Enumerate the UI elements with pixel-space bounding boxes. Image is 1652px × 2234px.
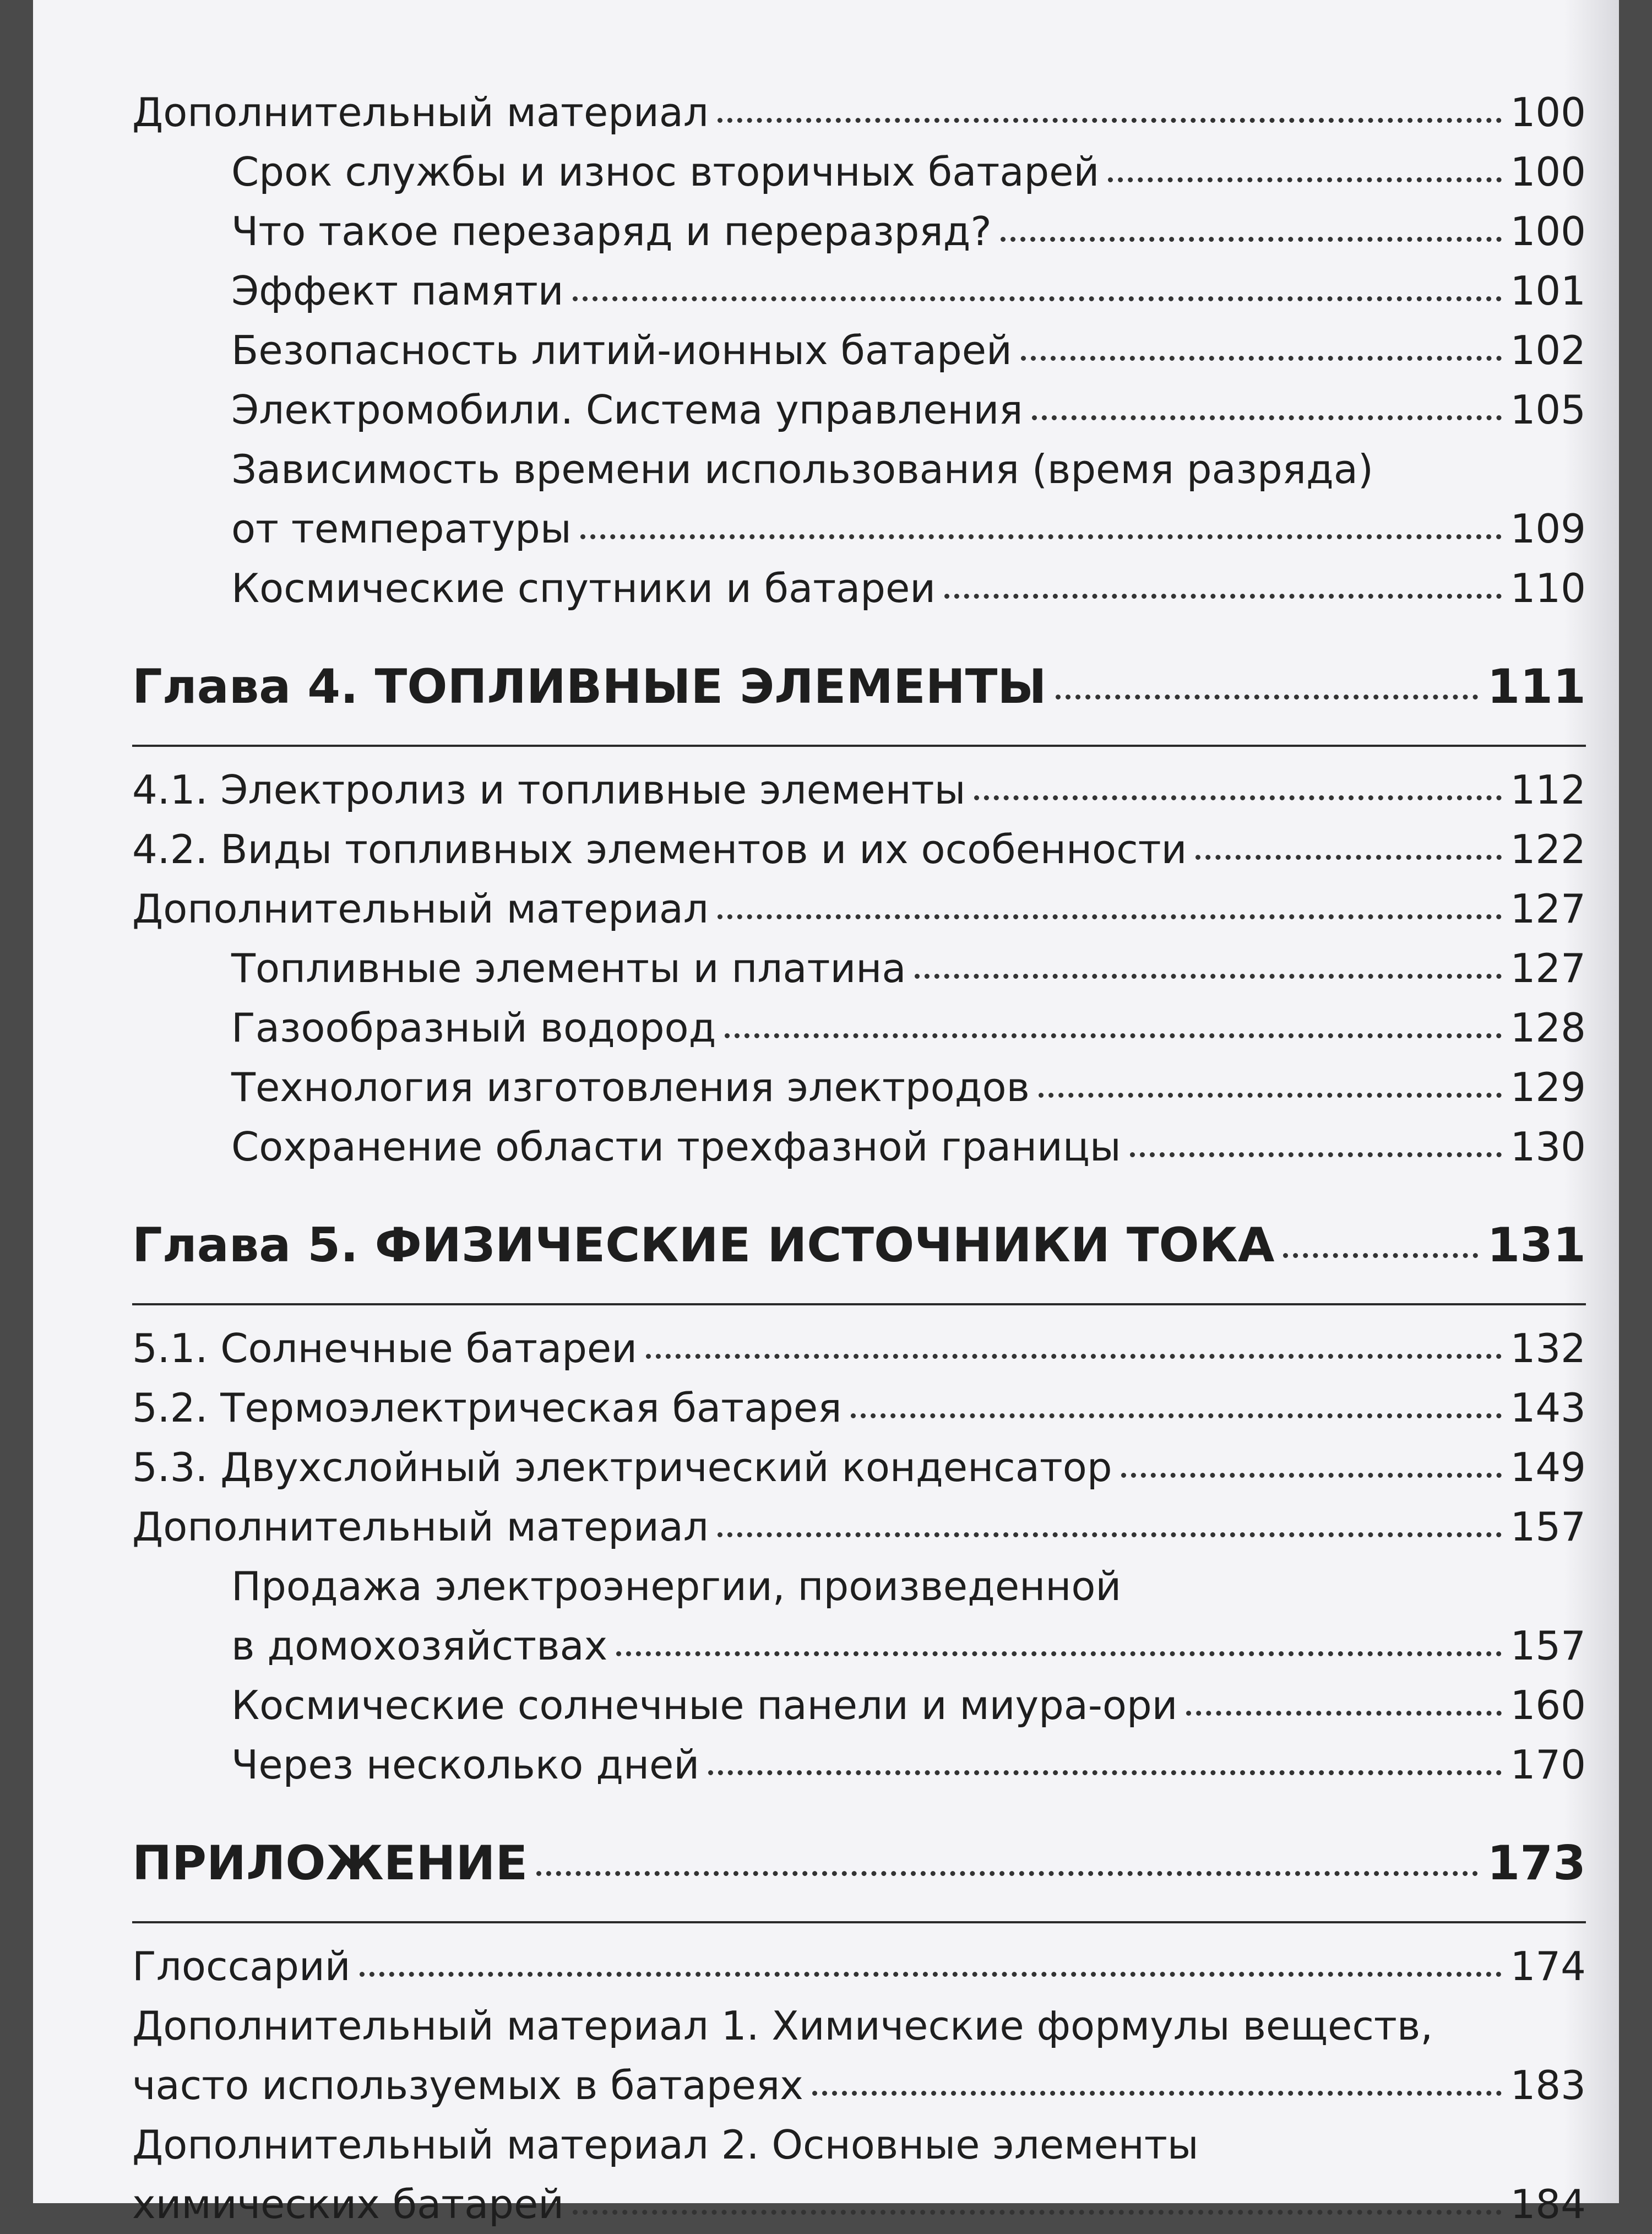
- toc-entry-title: Сохранение области трехфазной границы: [231, 1124, 1121, 1170]
- leader-dots: [718, 115, 1502, 123]
- toc-entry: [132, 1319, 1586, 1378]
- leader-dots: [974, 792, 1501, 800]
- toc-page-number: 102: [1510, 327, 1586, 373]
- leader-dots: [1186, 1707, 1501, 1716]
- toc-entry: [132, 2056, 1586, 2115]
- toc-page-number: 130: [1510, 1124, 1586, 1170]
- toc-entry: [132, 820, 1586, 879]
- toc-entry: [132, 1676, 1586, 1735]
- table-of-contents: [132, 83, 1586, 2234]
- toc-entry-title: Срок службы и износ вторичных батарей: [231, 149, 1100, 195]
- toc-entry-title: Эффект памяти: [231, 268, 564, 314]
- chapter-rule: [132, 1303, 1586, 1305]
- toc-entry: [132, 1058, 1586, 1117]
- leader-dots: [573, 2206, 1501, 2215]
- leader-dots: [1283, 1250, 1478, 1258]
- chapter-title: Глава 4. ТОПЛИВНЫЕ ЭЛЕМЕНТЫ: [132, 659, 1047, 714]
- toc-entry-title: Космические спутники и батареи: [231, 565, 936, 611]
- toc-page-number: 127: [1510, 945, 1586, 991]
- toc-entry-title: 5.1. Солнечные батареи: [132, 1325, 638, 1371]
- toc-entry-title: 4.1. Электролиз и топливные элементы: [132, 767, 966, 813]
- toc-page-number: 157: [1510, 1623, 1586, 1669]
- leader-dots: [1001, 234, 1502, 242]
- toc-page-number: 184: [1510, 2181, 1586, 2227]
- toc-entry-title: Электромобили. Система управления: [231, 387, 1023, 433]
- toc-entry-title: Через несколько дней: [231, 1742, 700, 1788]
- leader-dots: [536, 1868, 1478, 1876]
- toc-page-number: 101: [1510, 268, 1586, 314]
- toc-entry-title-line1: Дополнительный материал 2. Основные элементы: [132, 2122, 1199, 2168]
- leader-dots: [812, 2087, 1502, 2096]
- toc-entry: [132, 2175, 1586, 2234]
- toc-entry-title: Дополнительный материал: [132, 1504, 709, 1550]
- toc-entry-title-line1: Дополнительный материал 1. Химические формулы веществ,: [132, 2003, 1433, 2049]
- leader-dots: [944, 590, 1502, 599]
- leader-dots: [1195, 852, 1501, 860]
- toc-entry: [132, 879, 1586, 939]
- toc-page-number: 157: [1510, 1504, 1586, 1550]
- toc-entry: [132, 321, 1586, 380]
- appendix-title: ПРИЛОЖЕНИЕ: [132, 1836, 528, 1891]
- toc-page-number: 183: [1510, 2062, 1586, 2108]
- chapter-heading: [132, 651, 1586, 723]
- leader-dots: [708, 1767, 1501, 1775]
- toc-entry-title: Что такое перезаряд и переразряд?: [231, 208, 992, 254]
- toc-entry-title: 5.3. Двухслойный электрический конденсатор: [132, 1444, 1112, 1490]
- toc-entry-title-line2: в домохозяйствах: [231, 1623, 608, 1669]
- toc-entry-title: Космические солнечные панели и миура-ори: [231, 1682, 1178, 1728]
- leader-dots: [718, 911, 1502, 919]
- toc-entry: [132, 998, 1586, 1058]
- toc-entry-title: Безопасность литий-ионных батарей: [231, 327, 1012, 373]
- appendix-heading: [132, 1828, 1586, 1899]
- chapter-title: Глава 5. ФИЗИЧЕСКИЕ ИСТОЧНИКИ ТОКА: [132, 1218, 1275, 1273]
- toc-page-number: 109: [1510, 506, 1586, 552]
- appendix-page-number: 173: [1487, 1836, 1586, 1891]
- leader-dots: [646, 1351, 1502, 1359]
- chapter-page-number: 111: [1487, 659, 1586, 714]
- leader-dots: [616, 1648, 1501, 1656]
- leader-dots: [725, 1030, 1501, 1038]
- leader-dots: [1021, 353, 1502, 361]
- toc-entry-title: 5.2. Термоэлектрическая батарея: [132, 1385, 842, 1431]
- toc-page-number: 160: [1510, 1682, 1586, 1728]
- toc-entry: [132, 1497, 1586, 1557]
- toc-page-number: 149: [1510, 1444, 1586, 1490]
- toc-entry: [132, 499, 1586, 558]
- toc-entry-title-line2: от температуры: [231, 506, 572, 552]
- chapter-heading: [132, 1210, 1586, 1281]
- toc-entry-title: Глоссарий: [132, 1943, 351, 1989]
- leader-dots: [1121, 1470, 1502, 1478]
- book-page: [33, 0, 1619, 2227]
- toc-page-number: 174: [1510, 1943, 1586, 1989]
- toc-entry-title: 4.2. Виды топливных элементов и их особенности: [132, 826, 1187, 872]
- toc-entry-title-line1: Зависимость времени использования (время разряда): [231, 446, 1373, 492]
- leader-dots: [718, 1529, 1502, 1537]
- toc-page-number: 143: [1510, 1385, 1586, 1431]
- toc-entry: [132, 1438, 1586, 1497]
- toc-entry-title: Газообразный водород: [231, 1005, 716, 1051]
- leader-dots: [915, 970, 1501, 979]
- leader-dots: [1056, 691, 1479, 700]
- leader-dots: [573, 293, 1502, 301]
- toc-entry: [132, 1378, 1586, 1438]
- toc-entry-title: Дополнительный материал: [132, 89, 709, 135]
- toc-page-number: 132: [1510, 1325, 1586, 1371]
- toc-entry-title: Дополнительный материал: [132, 886, 709, 932]
- toc-page-number: 112: [1510, 767, 1586, 813]
- toc-entry: [132, 1616, 1586, 1676]
- leader-dots: [1032, 412, 1502, 420]
- toc-page-number: 110: [1510, 565, 1586, 611]
- toc-page-number: 128: [1510, 1005, 1586, 1051]
- toc-entry: [132, 83, 1586, 142]
- toc-entry: [132, 939, 1586, 998]
- toc-page-number: 170: [1510, 1742, 1586, 1788]
- leader-dots: [851, 1410, 1502, 1418]
- toc-page-number: 127: [1510, 886, 1586, 932]
- toc-entry-title: Технология изготовления электродов: [231, 1064, 1030, 1110]
- leader-dots: [1039, 1089, 1502, 1098]
- toc-entry: [132, 558, 1586, 618]
- toc-entry: [132, 760, 1586, 820]
- toc-page-number: 100: [1510, 149, 1586, 195]
- toc-entry: [132, 261, 1586, 321]
- toc-entry-title: Топливные элементы и платина: [231, 945, 906, 991]
- appendix-rule: [132, 1921, 1586, 1923]
- toc-entry: [132, 202, 1586, 261]
- toc-entry: [132, 1937, 1586, 1996]
- leader-dots: [1108, 174, 1501, 182]
- toc-entry-title-line1: Продажа электроэнергии, произведенной: [231, 1563, 1122, 1609]
- toc-entry-title-line2: часто используемых в батареях: [132, 2062, 803, 2108]
- toc-entry: [132, 1735, 1586, 1794]
- chapter-page-number: 131: [1487, 1218, 1586, 1273]
- chapter-rule: [132, 745, 1586, 747]
- toc-entry: [132, 1117, 1586, 1176]
- toc-page-number: 129: [1510, 1064, 1586, 1110]
- toc-entry: [132, 142, 1586, 202]
- toc-entry: [132, 380, 1586, 440]
- leader-dots: [360, 1969, 1502, 1977]
- leader-dots: [1130, 1149, 1502, 1157]
- leader-dots: [580, 531, 1502, 539]
- toc-page-number: 122: [1510, 826, 1586, 872]
- toc-entry-title-line2: химических батарей: [132, 2181, 564, 2227]
- toc-page-number: 100: [1510, 89, 1586, 135]
- toc-page-number: 105: [1510, 387, 1586, 433]
- toc-page-number: 100: [1510, 208, 1586, 254]
